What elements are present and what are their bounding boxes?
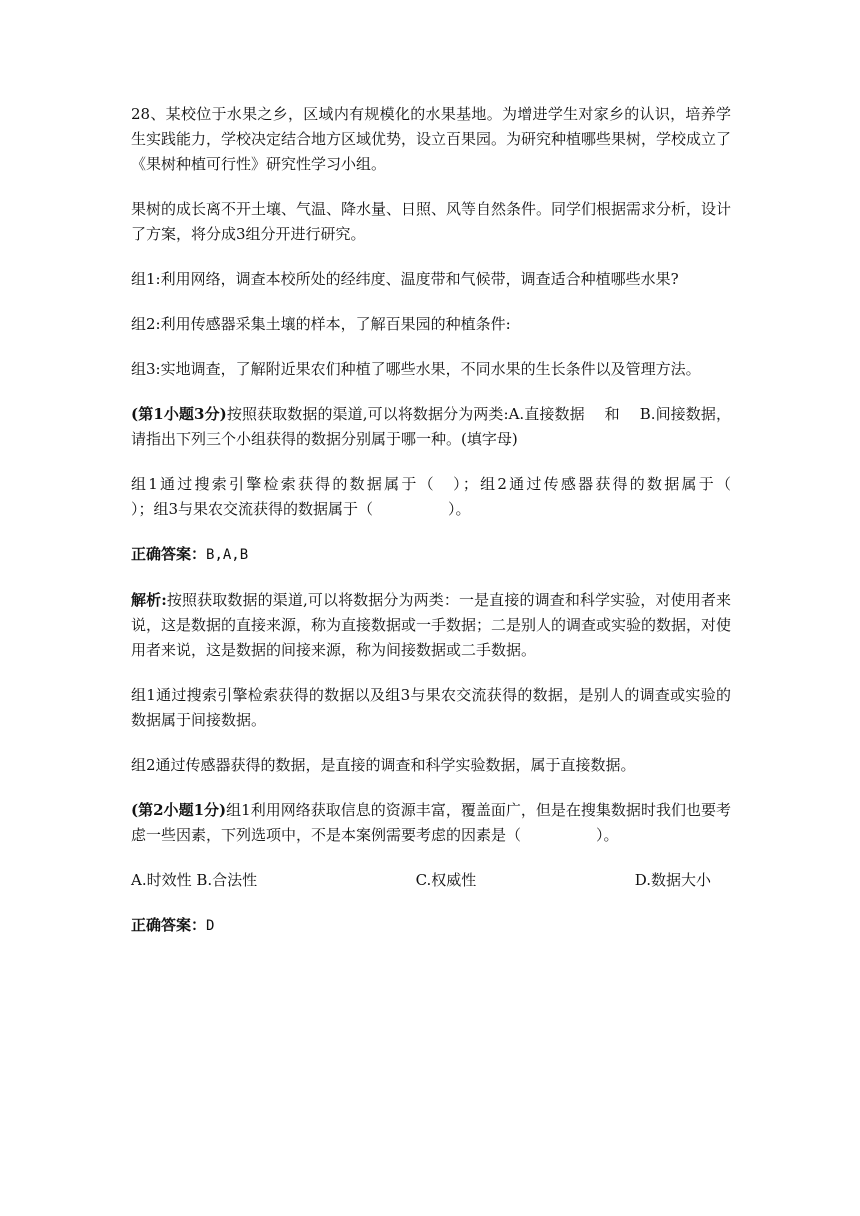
q2-answer-label: 正确答案： xyxy=(131,916,207,934)
group-2-description: 组2:利用传感器采集土壤的样本，了解百果园的种植条件: xyxy=(131,315,511,333)
group-3-description: 组3:实地调查，了解附近果农们种植了哪些水果，不同水果的生长条件以及管理方法。 xyxy=(131,360,701,378)
q2-label: (第2小题1分) xyxy=(131,801,227,819)
q1-prompt xyxy=(131,402,731,452)
q1-answer-value: B,A,B xyxy=(206,547,249,563)
q2-answer-value: D xyxy=(206,918,215,934)
q1-analysis-label: 解析: xyxy=(131,591,167,609)
q2-text: 组1利用网络获取信息的资源丰富，覆盖面广，但是在搜集数据时我们也要考虑一些因素，下列选项中，不是本案例需要考虑的因素是（ ）。 xyxy=(131,801,731,844)
q1-analysis xyxy=(131,588,731,663)
q1-analysis-paragraph-2: 组1通过搜索引擎检索获得的数据以及组3与果农交流获得的数据，是别人的调查或实验的数据属于间接数据。 xyxy=(131,686,731,729)
q2-option-d: D.数据大小 xyxy=(634,871,711,889)
q1-label: (第1小题3分) xyxy=(131,405,227,423)
q2-option-c: C.权威性 xyxy=(415,871,477,889)
document-content xyxy=(131,102,807,959)
q1-text: 按照获取数据的渠道,可以将数据分为两类:A.直接数据 和 B.间接数据，请指出下列三个小组获得的数据分别属于哪一种。(填字母) xyxy=(131,405,731,448)
q2-options xyxy=(131,868,711,893)
question-background: 果树的成长离不开土壤、气温、降水量、日照、风等自然条件。同学们根据需求分析，设计了方案，将分成3组分开进行研究。 xyxy=(131,200,732,243)
q1-fill-blank: 组1通过搜索引擎检索获得的数据属于（ ）；组2通过传感器获得的数据属于（ ）；组3与果农交流获得的数据属于（ ）。 xyxy=(131,475,807,518)
question-intro: 28、某校位于水果之乡，区域内有规模化的水果基地。为增进学生对家乡的认识，培养学生实践能力，学校决定结合地方区域优势，设立百果园。为研究种植哪些果树，学校成立了《果树种植可行性》研究性学习小组。 xyxy=(131,105,732,173)
q1-answer xyxy=(131,542,731,568)
q2-prompt xyxy=(131,798,731,848)
q1-answer-label: 正确答案： xyxy=(131,545,207,563)
q2-answer xyxy=(131,913,731,939)
q2-option-ab: A.时效性 B.合法性 xyxy=(131,871,258,889)
q1-analysis-text: 按照获取数据的渠道,可以将数据分为两类：一是直接的调查和科学实验，对使用者来说，这是数据的直接来源，称为直接数据或一手数据；二是别人的调查或实验的数据，对使用者来说，这是数据的间接来源，称为间接数据或二手数据。 xyxy=(131,591,732,659)
group-1-description: 组1:利用网络，调查本校所处的经纬度、温度带和气候带，调查适合种植哪些水果? xyxy=(131,270,679,288)
q1-analysis-paragraph-3: 组2通过传感器获得的数据，是直接的调查和科学实验数据，属于直接数据。 xyxy=(131,756,636,774)
